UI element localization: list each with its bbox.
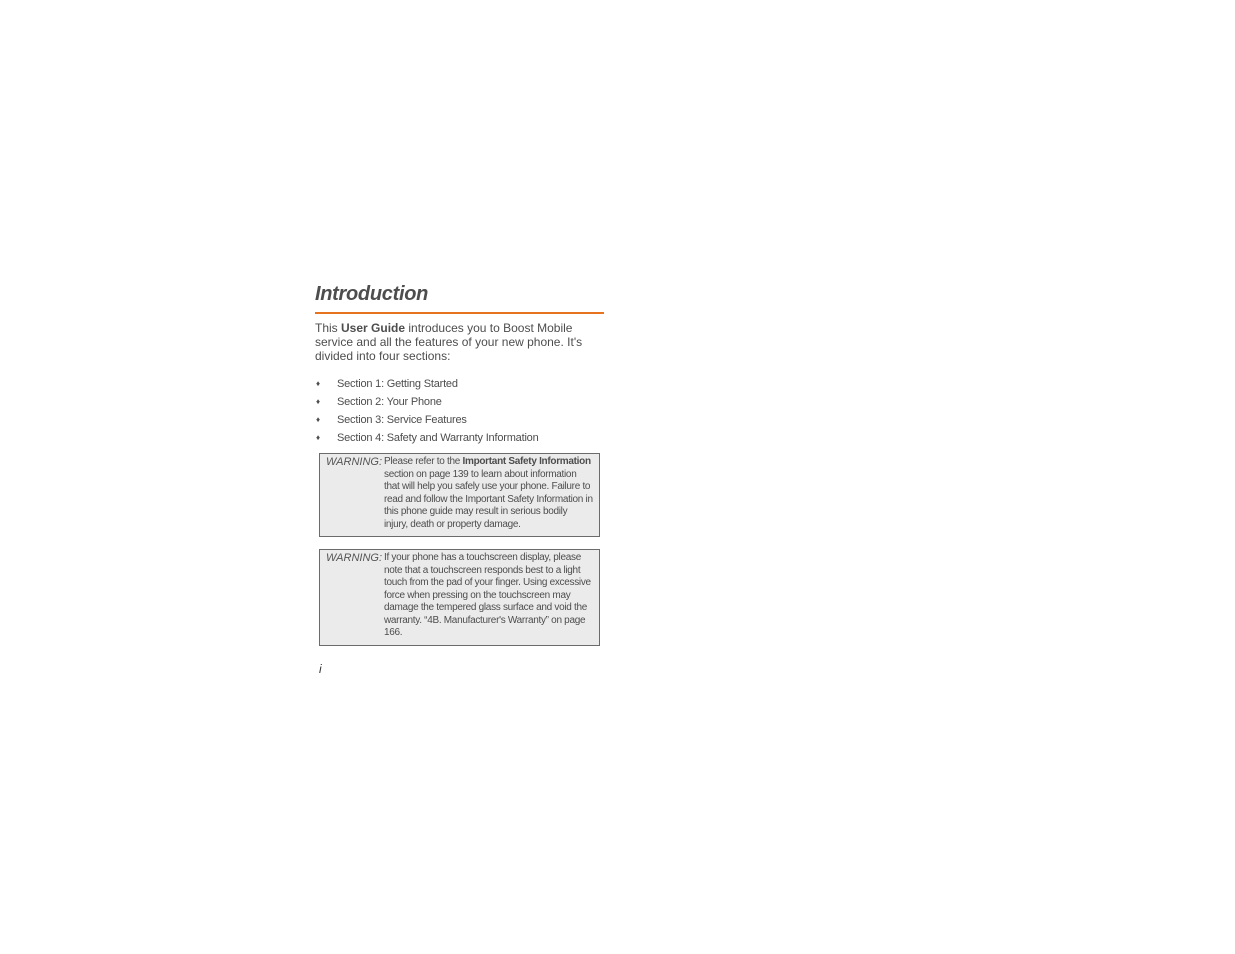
- diamond-bullet-icon: ♦: [316, 397, 320, 406]
- list-item-label: Section 4: Safety and Warranty Information: [337, 432, 539, 444]
- intro-prefix: This: [315, 321, 342, 335]
- warning-box-touchscreen: [319, 549, 600, 646]
- warning-text-suffix: section on page 139 to learn about information that will help you safely use your phone. Failure to read and follow the Important Safety Information in this phone guide may result in serious bodily injury, death or property damage.: [384, 468, 593, 530]
- intro-bold: User Guide: [341, 321, 406, 335]
- list-item-label: Section 3: Service Features: [337, 414, 467, 426]
- list-item: [315, 393, 605, 411]
- warning-text-prefix: Please refer to the: [384, 456, 463, 467]
- sections-list: [315, 375, 605, 447]
- intro-suffix: introduces you to Boost Mobile service and all the features of your new phone. It's divided into four sections:: [315, 321, 583, 363]
- page-number: i: [319, 662, 322, 676]
- intro-paragraph: [315, 321, 605, 363]
- diamond-bullet-icon: ♦: [316, 379, 320, 388]
- list-item-label: Section 2: Your Phone: [337, 396, 442, 408]
- warning-label: WARNING:: [326, 456, 383, 468]
- list-item: [315, 411, 605, 429]
- warning-text: If your phone has a touchscreen display, please note that a touchscreen responds best to a light touch from the pad of your finger. Using excessive force when pressing on the touchscreen may damage the tempered glass surface and void the warranty. “4B. Manufacturer's Warranty” on page 166.: [384, 552, 591, 638]
- list-item-label: Section 1: Getting Started: [337, 378, 458, 390]
- page-title: Introduction: [315, 280, 604, 314]
- list-item: [315, 375, 605, 393]
- diamond-bullet-icon: ♦: [316, 415, 320, 424]
- document-page: [315, 280, 605, 646]
- warning-text-bold: Important Safety Information: [462, 456, 591, 467]
- list-item: [315, 429, 605, 447]
- diamond-bullet-icon: ♦: [316, 433, 320, 442]
- warning-box-safety: [319, 453, 600, 537]
- warning-label: WARNING:: [326, 552, 383, 564]
